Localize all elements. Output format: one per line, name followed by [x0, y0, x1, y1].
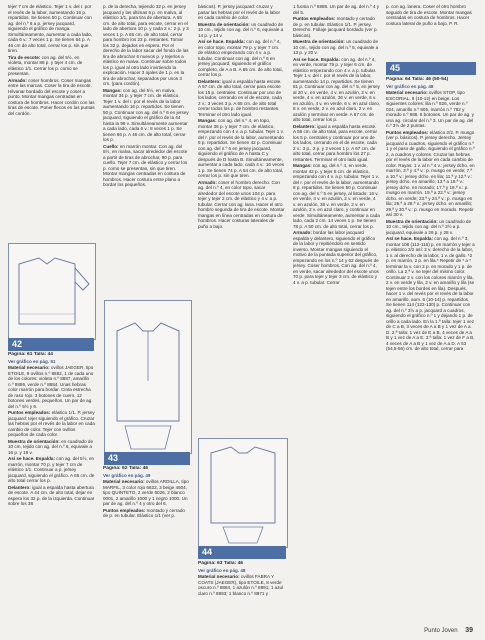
- text-paragraph: con ag. del 5½, en marrón, montar 70 p. y tejer 7 cm de elástico 1/1. Continuar a p. jersey jacquard, siguiendo el gráfico. A 66 cm. de alto total cerrar los p.: [8, 456, 95, 483]
- text-paragraph: ovillos ARDILLA, tipo MARFIL, 3 color rojo 6622, 3 beige 4604, tipo QUINTETO, 2 verde 6026, 2 blanco 0001, 2 amarillo 1000 y 1 negro 1000. Un par de ag. del n.º 4 y otro del 6.: [103, 479, 189, 506]
- pattern-diagram: [198, 438, 288, 548]
- text-paragraph: ovillos FABRA Y COATS (JAEGER), tipo ETOILE, 8 verde oscuro n.º 8884, 1 azulón n.º 8891; 1 azul claro n.º 8893; 1 blanco n.º 8871 y: [198, 574, 284, 596]
- text-paragraph: básicos). P. jersey jacquard: cruzar y pasar las hebras por el revés de la labor en cada cambio de color.: [198, 4, 280, 20]
- section-heading: Cuello:: [103, 143, 119, 149]
- section-heading: Página: 64 Talla: 46 (50-54): [386, 77, 449, 82]
- text-paragraph: coser hombros. Coser mangas entre las marcas. Coser la tira de escote. Hilvanar bordado del escote y coser a punto. Montar mangas centradas en costura de hombros. Hacer cordón con las tiras de escote. Poner flecos en las puntas del cordón.: [8, 77, 95, 116]
- column-4: [293, 4, 380, 630]
- pattern-number-badge: 43: [104, 452, 190, 465]
- text-paragraph: en marrón montar. Con ag. del 5½, en malva, sacar alrededor del escote a partir de tiras de abrochar, 90 p. para cuello. Tejer 7 cm. de elástico y cerrar los p. como se presentan, sin que tiren. Montar mangas centradas en costura de hombros. Hacer costura entre plano a bordar los pequeños.: [103, 143, 188, 187]
- section-heading: Puntos empleados:: [293, 16, 336, 21]
- section-heading: Ver gráfico en pág. 49: [103, 472, 151, 478]
- text-paragraph: 1 fucsia n.º 8889. Un par de ag. del n.º 4 y del 5.: [293, 4, 380, 15]
- section-heading: Muestra de orientación:: [8, 438, 60, 444]
- garment-schematic: [199, 439, 287, 547]
- section-heading: Material necesario:: [198, 574, 240, 579]
- section-heading: Armado:: [8, 77, 27, 83]
- column-5-lower: [386, 77, 476, 622]
- section-heading: Material necesario:: [8, 365, 50, 370]
- page-number: 39: [465, 627, 473, 634]
- text-paragraph: con ag. del n.º 4, en topo, montar 36 p. y tejer 7 cm. de elástico, empezando con 4 v. a p. tubular. Tejer 1 v. del r. por el revés de la labor, aumentando 8 p. repartidos. Se tienen 42 p. Continuar con ag. del n.º 6 en jersey jacquard, siguiendo el gráfico de A hasta C y después de D hasta B. Simultáneamente, aumentar a cada lado, cada 4 v.: 16 veces 1 p. Se tienen 74 p. A 54 cm. de alto total, cerrar los p. sin que tiren.: [198, 118, 285, 178]
- text-paragraph: ovillos STOP, tipo ESCORIAL, 9 (10-12) en beige. Los siguientes colores: lila n.º 826, verde n.º 024, amarillo n.º 905, marrón n.º 782 y morado n.º 688. 6 botones. Un par de ag. y una ag. circular del n.º 3. Un par de ag. del n.º 3½ de 2 puntas.: [386, 90, 474, 128]
- section-heading: Muestra de orientación:: [293, 39, 345, 44]
- text-paragraph: un cuadrado de 10 cm., tejido con ag. del n.º 6, equivale a 14 p. y 14 v.: [198, 21, 284, 38]
- section-heading: Material necesario:: [386, 90, 428, 95]
- text-paragraph: igual a espalda hasta escote. A 57 cm. de alto total, cerrar para escote los 15 p. centrales. Continuar por uno de los lados, cerrando en el de escote, cada 2 v.: 3 veces 3 p. A 65 cm. de alto total cerrar todos los p. de hombro restantes. Terminar el otro lado igual.: [198, 78, 282, 117]
- section-heading: Muestra de orientación:: [386, 218, 438, 224]
- text-paragraph: coser el hombro derecho. Con ag. del n.º 4, en color topo, sacar alrededor del escote unos 104 p. para tejer y tejer 2 cm. de elástico y 4 v. a p. tubular. Cerrar con ag. lana. Hacer el otro hombro segunda de tira de escote. Montar mangas en línea centradas en costura de hombros. Hacer costuras laterales de puño a bajo.: [198, 179, 285, 229]
- column-2: [103, 4, 190, 189]
- text-paragraph: con ag. del n.º 3, montar 108 (112-116) p. en marrón y tejer a p. elástico 2/2 así: 2 v. derecho de la labor, 1 v. al derecho de la labor, 1 v. de gallo. *2 p. en marrón, 2 p. en lila.* Repetir de * a * terminar la v. con 2 p. en morado y 1 p. de orillo. La 2.ª v. se tejer del mismo color. Continuar 2 v. con los colores marrón y lila, 2 v. en verde y lila, 2 v. en amarillo y lila (se tejen entre los bordes en lila). Después, hacer 1 v. del revés por el revés de la labor en amarillo, aum. 6 (10-14) p. repartidos. Se tienen 114 (122-130) p. Continuar con ag. del n.º 3½ a p. jacquard a cuadros, siguiendo el gráfico n.º 1 y dejando 1 p. de orillo a cada lado. En la 1.ª talla: tejer 1 vez de C a B, 3 veces de A a B y 1 vez de A a D. 2.ª talla: 1 vez de E a B, 4 veces de A a B y 1 vez de A a E. 3.ª talla: 1 vez de F a B, 4 veces de A a B y 1 vez de A a D. A 53 (54,5-56) cm. de alto total, cerrar para: [386, 236, 475, 351]
- section-heading: Página: 61 Talla: 44: [8, 352, 54, 357]
- section-heading: Muestra de orientación:: [198, 21, 250, 27]
- section-heading: Ver gráfico en pág. 48: [386, 83, 434, 89]
- text-paragraph: p. con ag. lanera. Coser el otro hombro seguido de tira de escote. Montar mangas centradas en costura de hombros. Hacer costura lateral de puño a bajo. P. R.: [386, 4, 472, 26]
- column-1: [8, 4, 95, 117]
- section-heading: Puntos empleados:: [103, 507, 146, 513]
- text-paragraph: con ag. del 5½, en malva, montar 34 p. y tejer 7 cm. de elástico. Tejer 1 v. del r. por el revés de la labor aumentando 16 p. repartidos. Se tienen 50 p. Continuar con ag. del n.º 6 en jersey jacquard, siguiendo el gráfico de la 44 hasta la 99 v. Simultáneamente aumentar a cada lado, cada 6 v.: 8 veces 1 p. Se tienen 66 p. A 46 cm. de alto total, cerrar los p.: [103, 87, 189, 142]
- text-paragraph: con ag. del n.º 4, en color topo, montar 79 p. y tejer 7 cm. de elástico empezando con 4 v. a p. tubular. Continuar con ag. del n.º 6 en jersey jacquard, siguiendo el gráfico completo, de A a B. A 65 cm. de alto total, cerrar los p.: [198, 39, 283, 77]
- garment-schematic: [105, 301, 191, 453]
- section-heading: Delantero:: [8, 484, 31, 490]
- page-footer: [424, 627, 473, 634]
- pattern-number-badge: 42: [8, 338, 94, 351]
- text-paragraph: con ag. del n.º 4, en verde, montar 42 p. y tejer 5 cm. de elástico, empezando con 4 v. a p. tubular. Tejer 1 v. del r. por el revés de la labor, aumentando 8 p. repartidos. Se tienen 50 p. Continuar con ag. del n.º 5 en jersey, al listado: 16 v. en verde, 4 v. en azulón, 2 v. en verde, 4 v. en azulón, 38 v. en verde, 2 v. en azulón, 2 v. en azul claro, y continuar en verde. Simultáneamente, aumentar a cada lado, cada 2 cm. 14 veces 1 p. Se tienen 78 p. A 50 cm. de alto total, cerrar los p.: [293, 163, 380, 229]
- text-paragraph: elástico 2/2. P. musgo (ver p. básicos). P. jersey derecho. Jersey jacquard a cuadros, siguiendo el gráfico n.º 1 y el paso de gallo, siguiendo el gráfico n.º 2, a cuadros y colores. Cruzar las hebras por el revés de la labor en cada cambio de color. Rayas: 1 v. al n.º 4 v.: jersey dcho. en marrón, 3.ª y 4.ª v.: p. musgo en verde; 7.ª a 10.ª v.: jersey dcho. en lila; 11.ª y 12.ª v.: jersey dcho. en amarillo; 13.ª a 16.ª v.: jersey dcho. en morado; 17.ª y 18.ª v.: p. musgo en marrón. 19.ª a 22.ª v.: jersey dcho. en verde; 23.ª y 24.ª v.: p. musgo en lila; 25.ª a 28.ª v.: jersey dcho. en amarillo; 29.ª y 30.ª v.: p. musgo en morado. Repetir así 30 v.: [386, 129, 475, 217]
- text-paragraph: tejer 7 cm de elástico. Tejer 1 v. del r. por el revés de la labor, aumentando 16 p. repartidos. Se tienen 50 p. Continuar con ag. del n.º 6 a p. jersey jacquard, siguiendo el gráfico de manga. Simultáneamente, aumentar a cada lado, cada 6 v.: 7 veces 1 p. Se tienen 64 p. A 46 cm de alto total, cerrar los p. sin que tiren.: [8, 4, 93, 53]
- section-heading: Puntos empleados:: [8, 410, 51, 415]
- text-paragraph: p. de la derecha, tejiendo 32 p. en jersey jacquard y las últimas 6 p. en malva, al elástico 1/1, para tira de abertura. A 55 cm. de alto total, para escote, cerrar en el lado de abertura 10 p. y cada 2 v.: 2 p. y 3 veces 1 p. A 66 cm. de alto total, cerrar para hombro los 23 p. restantes. Tomar los 32 p. dejados en espera. Por el derecho de la labor sacar del fondo de las tira de abrochar 6 nuevos p. y tejerlos a elástico en malva. Continuar sobre todos los p. igual al otro lado invirtiendo la explicación. Hacer 3 ojales de 1 p. en la tira de abrochar, separados por unos 3 cm. (para cordón).: [103, 4, 189, 86]
- section-heading: Así se hace. Espalda:: [198, 39, 245, 44]
- section-heading: Así se hace. Espalda:: [293, 56, 340, 62]
- text-paragraph: un cuadrado de 10 cm., tejido con ag. del n.º 3½ a p. jacquard, equivale a 26 p. y 28 v.: [386, 218, 472, 235]
- section-heading: Página: 63 Talla: 46: [198, 561, 244, 566]
- text-paragraph: un cuadrado de 10 cm., tejido con ag. del n.º 5, equivale a 13 p. y 20 v.: [293, 39, 379, 55]
- section-heading: Material necesario:: [103, 479, 145, 484]
- section-heading: Tira de escote:: [8, 54, 41, 60]
- section-heading: Así se hace. Espalda:: [386, 236, 433, 241]
- pattern-number-badge: 44: [198, 546, 286, 559]
- pattern-diagram: [104, 300, 192, 454]
- text-paragraph: con ag. del n.º 4, en verde, montar 79 p. y tejer 6 cm. de elástico empezando con 4 v. a p. tubular. Tejer 1 v. del r. por el revés de la labor, aumentando 14 p. repartidos. Se tienen 81 p. Continuar con ag. del n.º 5, en jersey al 20 v., en verde, 4 v. en azulón, 2 v. en verde, 4 v. en azulón, 36 v. en verde, 6 v. en azulón, 4 v. en verde, 6 v. en azul claro, 8 v. en verde, 2 v. en azul claro, 2 v. en azulón y terminar en verde. A 67 cm. de alto total, cerrar los p.: [293, 56, 380, 122]
- section-heading: Mangas:: [198, 118, 217, 123]
- section-heading: Mangas:: [103, 87, 122, 93]
- text-paragraph: montado y cerrado de p. en tubular. Elástico 1/1 (ver p.: [103, 507, 185, 518]
- section-heading: Delantero:: [198, 78, 221, 84]
- section-heading: Puntos empleados:: [386, 129, 429, 135]
- pattern-diagram: [8, 243, 96, 340]
- section-heading: Mangas:: [293, 163, 312, 168]
- pattern-number-badge: 45: [386, 62, 476, 75]
- section-heading: Armado:: [293, 230, 312, 235]
- text-paragraph: con ag. del 5½, en violeta, montar 88 p. y tejer 4 cm. de elástico 1/1. Cerrar los p. como se presentan.: [8, 54, 83, 76]
- garment-schematic: [9, 244, 95, 339]
- text-paragraph: igual a espalda hasta abertura de escote. A 44 cm. de alto total, dejar en espera los 32 p. de la izquierda. Continuar sobre los 38: [8, 484, 95, 506]
- section-heading: Delantero:: [293, 123, 316, 129]
- text-paragraph: bordar las labor jacquard espalda y delantero, siguiendo el gráfico de la labor y repitiéndolo en sentido inverso. Montar mangas siguiendo el motivo de la puntada superior del gráfico, empezando en los n.º 14 y 62 después de jersey. Coser hombros. Con ag. del n.º 4, en verde, sacar alrededor del escote unos 70 p. para tejer y tejer 3 cm. de elástico y 4 v. a p. tubular. Cerrar: [293, 230, 379, 285]
- section-heading: Ver gráfico en pág. 51: [8, 358, 56, 364]
- magazine-name: Punto Joven: [424, 628, 458, 634]
- text-paragraph: ovillos JAEGER, tipo ETOILE, 9 ovillos n.º 8882, 1 de cada uno de los colores: violeta n.º 8887, amarillo n.º 8886, verde n.º 8884. Unas hebras color marrón para bordar. Cinta estrecha de raso rojo. 3 botones de cuero. 12 botones verdes, pequeños. Un par de ag. del n.º 5½ y 6.: [8, 365, 94, 409]
- column-3: [198, 4, 285, 230]
- column-2-lower: [103, 466, 190, 520]
- text-paragraph: elástico 1/1. P. jersey jacquard: tejer siguiendo el gráfico. Cruzar las hebras por el revés de la labor en cada cambio de color. Tejer con ovillos pequeños de cada color.: [8, 410, 95, 437]
- text-paragraph: en cuadrado de 10 cm, tejido con ag. del n.º 6, equivale a 16 p. y 19 v.: [8, 438, 94, 455]
- section-heading: Ver gráfico en pág. 48: [198, 567, 246, 573]
- column-3-lower: [198, 561, 286, 597]
- text-paragraph: igual a espalda hasta escote. A 56 cm. de alto total, para escote, cerrar los 5 p. centrales y continuar por uno de los lados, cerrando en el de escote, cada 2 v.: 3 p., 2 p. y 2 veces 1 p. A 67 cm. de alto total, cerrar para hombro los 27 p. restantes. Terminar el otro lado igual.: [293, 123, 378, 162]
- text-paragraph: montado y cerrado de p. en tubular. Elástico 1/1. P. jersey. Derecho. Follaje jacquard bordado (ver p. básicos).: [293, 16, 378, 38]
- section-heading: Armado:: [198, 179, 217, 185]
- section-heading: Así se hace. Espalda:: [8, 456, 55, 461]
- column-1-lower: [8, 352, 95, 508]
- column-5: [386, 4, 476, 27]
- section-heading: Página: 62 Talla: 46: [103, 466, 149, 471]
